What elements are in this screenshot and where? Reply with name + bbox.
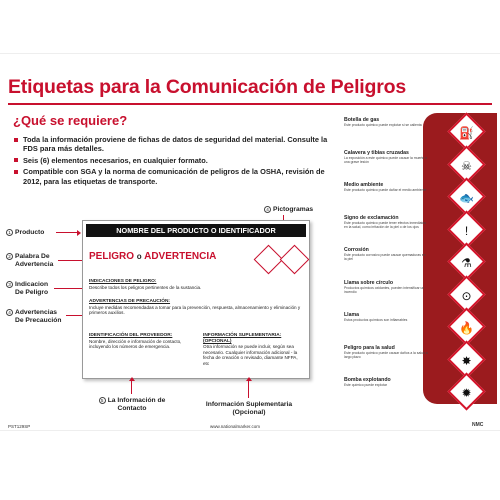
- callout-label: Palabra De: [15, 253, 50, 260]
- pictogram-name: Medio ambiente: [344, 182, 384, 188]
- label-precautionary-statements: [89, 299, 303, 316]
- label-supplier-identification: [89, 333, 189, 350]
- requirements-list: [13, 135, 343, 188]
- callout-contacto: [82, 397, 182, 413]
- signal-word-or: o: [136, 252, 142, 261]
- pictogram-legend-item: [344, 182, 429, 192]
- pictogram-legend-item: [344, 312, 429, 322]
- pictogram-legend-item: [344, 280, 429, 294]
- exploding-bomb-icon-glyph: ✹: [461, 385, 472, 400]
- pictogram-description: Este producto químico puede causar daños a la salud a largo plazo: [344, 350, 428, 359]
- pictogram-placeholder: [280, 245, 310, 275]
- flame-icon-glyph: 🔥: [459, 320, 474, 335]
- label-supplementary-information: [203, 333, 303, 367]
- pictogram-description: Productos químicos oxidantes, pueden intensificar un incendio: [344, 285, 425, 294]
- callout-label: Advertencia: [15, 260, 54, 268]
- section-text: Describe todos los peligros pertinentes de la sustancia.: [89, 284, 202, 290]
- pictogram-name: Calavera y tibias cruzadas: [344, 149, 409, 156]
- callout-number: 1: [6, 229, 13, 236]
- pictogram-legend-item: [344, 377, 429, 387]
- pictogram-name: Llama sobre círculo: [344, 279, 394, 286]
- pictogram-description: Este producto químico puede tener efectos inmediatos en la salud, como irritación de la piel o de los ojos: [344, 220, 426, 229]
- list-item: Seis (6) elementos necesarios, en cualquier formato.: [13, 156, 343, 165]
- list-item: Compatible con SGA y la norma de comunicación de peligros de la OSHA, revisión de 2012, para las etiquetas de transporte.: [13, 167, 343, 186]
- pictogram-name: Botella de gas: [344, 117, 380, 123]
- callout-advertencias: [6, 309, 61, 325]
- callout-suplementaria: [194, 401, 304, 417]
- pictogram-description: Este producto químico puede explotar si se calienta: [344, 123, 422, 127]
- callout-palabra: [6, 253, 53, 269]
- callout-producto: [6, 229, 44, 237]
- callout-number: 5: [99, 397, 106, 404]
- label-signal-word: [89, 251, 216, 262]
- sample-label: [82, 220, 310, 379]
- callout-arrow: [58, 260, 84, 261]
- title-divider: [8, 103, 492, 105]
- section-title: INFORMACIÓN SUPLEMENTARIA: (OPCIONAL): [203, 333, 282, 344]
- label-hazard-statements: [89, 279, 303, 290]
- callout-label: La Información de: [107, 397, 166, 404]
- section-text: Otra información se puede incluir, según sea necesario. Cualquier información adicional - la fecha de creación o revisado, diamante NFPA, etc: [203, 344, 298, 366]
- footer-product-code: PST129SP: [8, 424, 31, 429]
- section-text: Nombre, dirección e información de contacto, incluyendo los números de emergencia.: [89, 338, 182, 350]
- corrosion-icon-glyph: ⚗: [461, 255, 472, 270]
- page-title: Etiquetas para la Comunicación de Peligros: [8, 76, 406, 98]
- pictogram-legend-item: [344, 117, 429, 127]
- pictogram-description: Este químico puede explotar: [344, 383, 387, 387]
- callout-label: Contacto: [117, 405, 147, 412]
- gas-cylinder-icon-glyph: ⛽: [459, 125, 474, 140]
- label-product-identifier: NOMBRE DEL PRODUCTO O IDENTIFICADOR: [86, 224, 306, 237]
- callout-arrow: [56, 232, 78, 233]
- callout-arrow: [54, 288, 84, 289]
- callout-label: (Opcional): [232, 409, 266, 416]
- callout-number: 3: [6, 281, 13, 288]
- pictogram-legend-item: [344, 150, 429, 164]
- section-title: IDENTIFICACIÓN DEL PROVEEDOR:: [89, 333, 173, 338]
- pictogram-name: Llama: [344, 312, 359, 318]
- pictogram-name: Peligro para la salud: [344, 344, 395, 351]
- list-item: Toda la información proviene de fichas de datos de seguridad del material. Consulte la FDS para más detalles.: [13, 135, 343, 154]
- signal-word-danger: PELIGRO: [89, 251, 135, 262]
- brand-logo: NMC: [472, 422, 484, 428]
- signal-word-warning: ADVERTENCIA: [144, 251, 217, 262]
- section-title: INDICACIONES DE PELIGRO:: [89, 279, 157, 284]
- callout-label: De Precaución: [15, 316, 62, 324]
- callout-number: 4: [6, 309, 13, 316]
- callout-label: Indicacion: [15, 281, 49, 288]
- footer-website: www.nationalmarker.com: [210, 424, 261, 429]
- health-hazard-icon-glyph: ✸: [461, 353, 472, 368]
- pictogram-name: Signo de exclamación: [344, 214, 399, 221]
- callout-pictogramas: [264, 206, 313, 214]
- callout-arrow: [248, 380, 249, 398]
- pictogram-description: Estos productos químicos son inflamables: [344, 318, 408, 322]
- section-title: ADVERTENCIAS DE PRECAUCIÓN:: [89, 299, 171, 304]
- skull-crossbones-icon-glyph: ☠: [461, 158, 472, 173]
- pictogram-name: Corrosión: [344, 247, 369, 253]
- flame-over-circle-icon-glyph: ⊙: [461, 288, 472, 303]
- callout-label: Pictogramas: [273, 206, 314, 213]
- environment-icon-glyph: 🐟: [459, 190, 474, 205]
- exclamation-icon-glyph: !: [464, 223, 469, 238]
- pictogram-legend-item: [344, 345, 429, 359]
- section-heading: ¿Qué se requiere?: [13, 113, 128, 128]
- callout-label: Producto: [15, 229, 45, 236]
- pictogram-legend-item: [344, 215, 429, 229]
- pictogram-description: Este producto químico puede dañar el medio ambiente: [344, 188, 427, 192]
- pictogram-description: La exposición a este químico puede causar la muerte o una grave lesión: [344, 155, 428, 164]
- callout-label: Advertencias: [15, 309, 58, 316]
- callout-number: 4: [264, 206, 271, 213]
- callout-label: De Peligro: [15, 288, 49, 296]
- pictogram-description: Este producto corrosivo puede causar quemaduras en la piel: [344, 253, 426, 262]
- pictogram-legend-item: [344, 247, 429, 261]
- callout-label: Información Suplementaria: [205, 401, 293, 408]
- section-text: Incluye medidas recomendadas a tomar para la prevención, respuesta, almacenamiento y eliminación y primeros auxilios.: [89, 304, 301, 316]
- callout-indicacion: [6, 281, 48, 297]
- callout-arrow: [131, 380, 132, 394]
- callout-number: 2: [6, 253, 13, 260]
- pictogram-name: Bomba explotando: [344, 377, 391, 383]
